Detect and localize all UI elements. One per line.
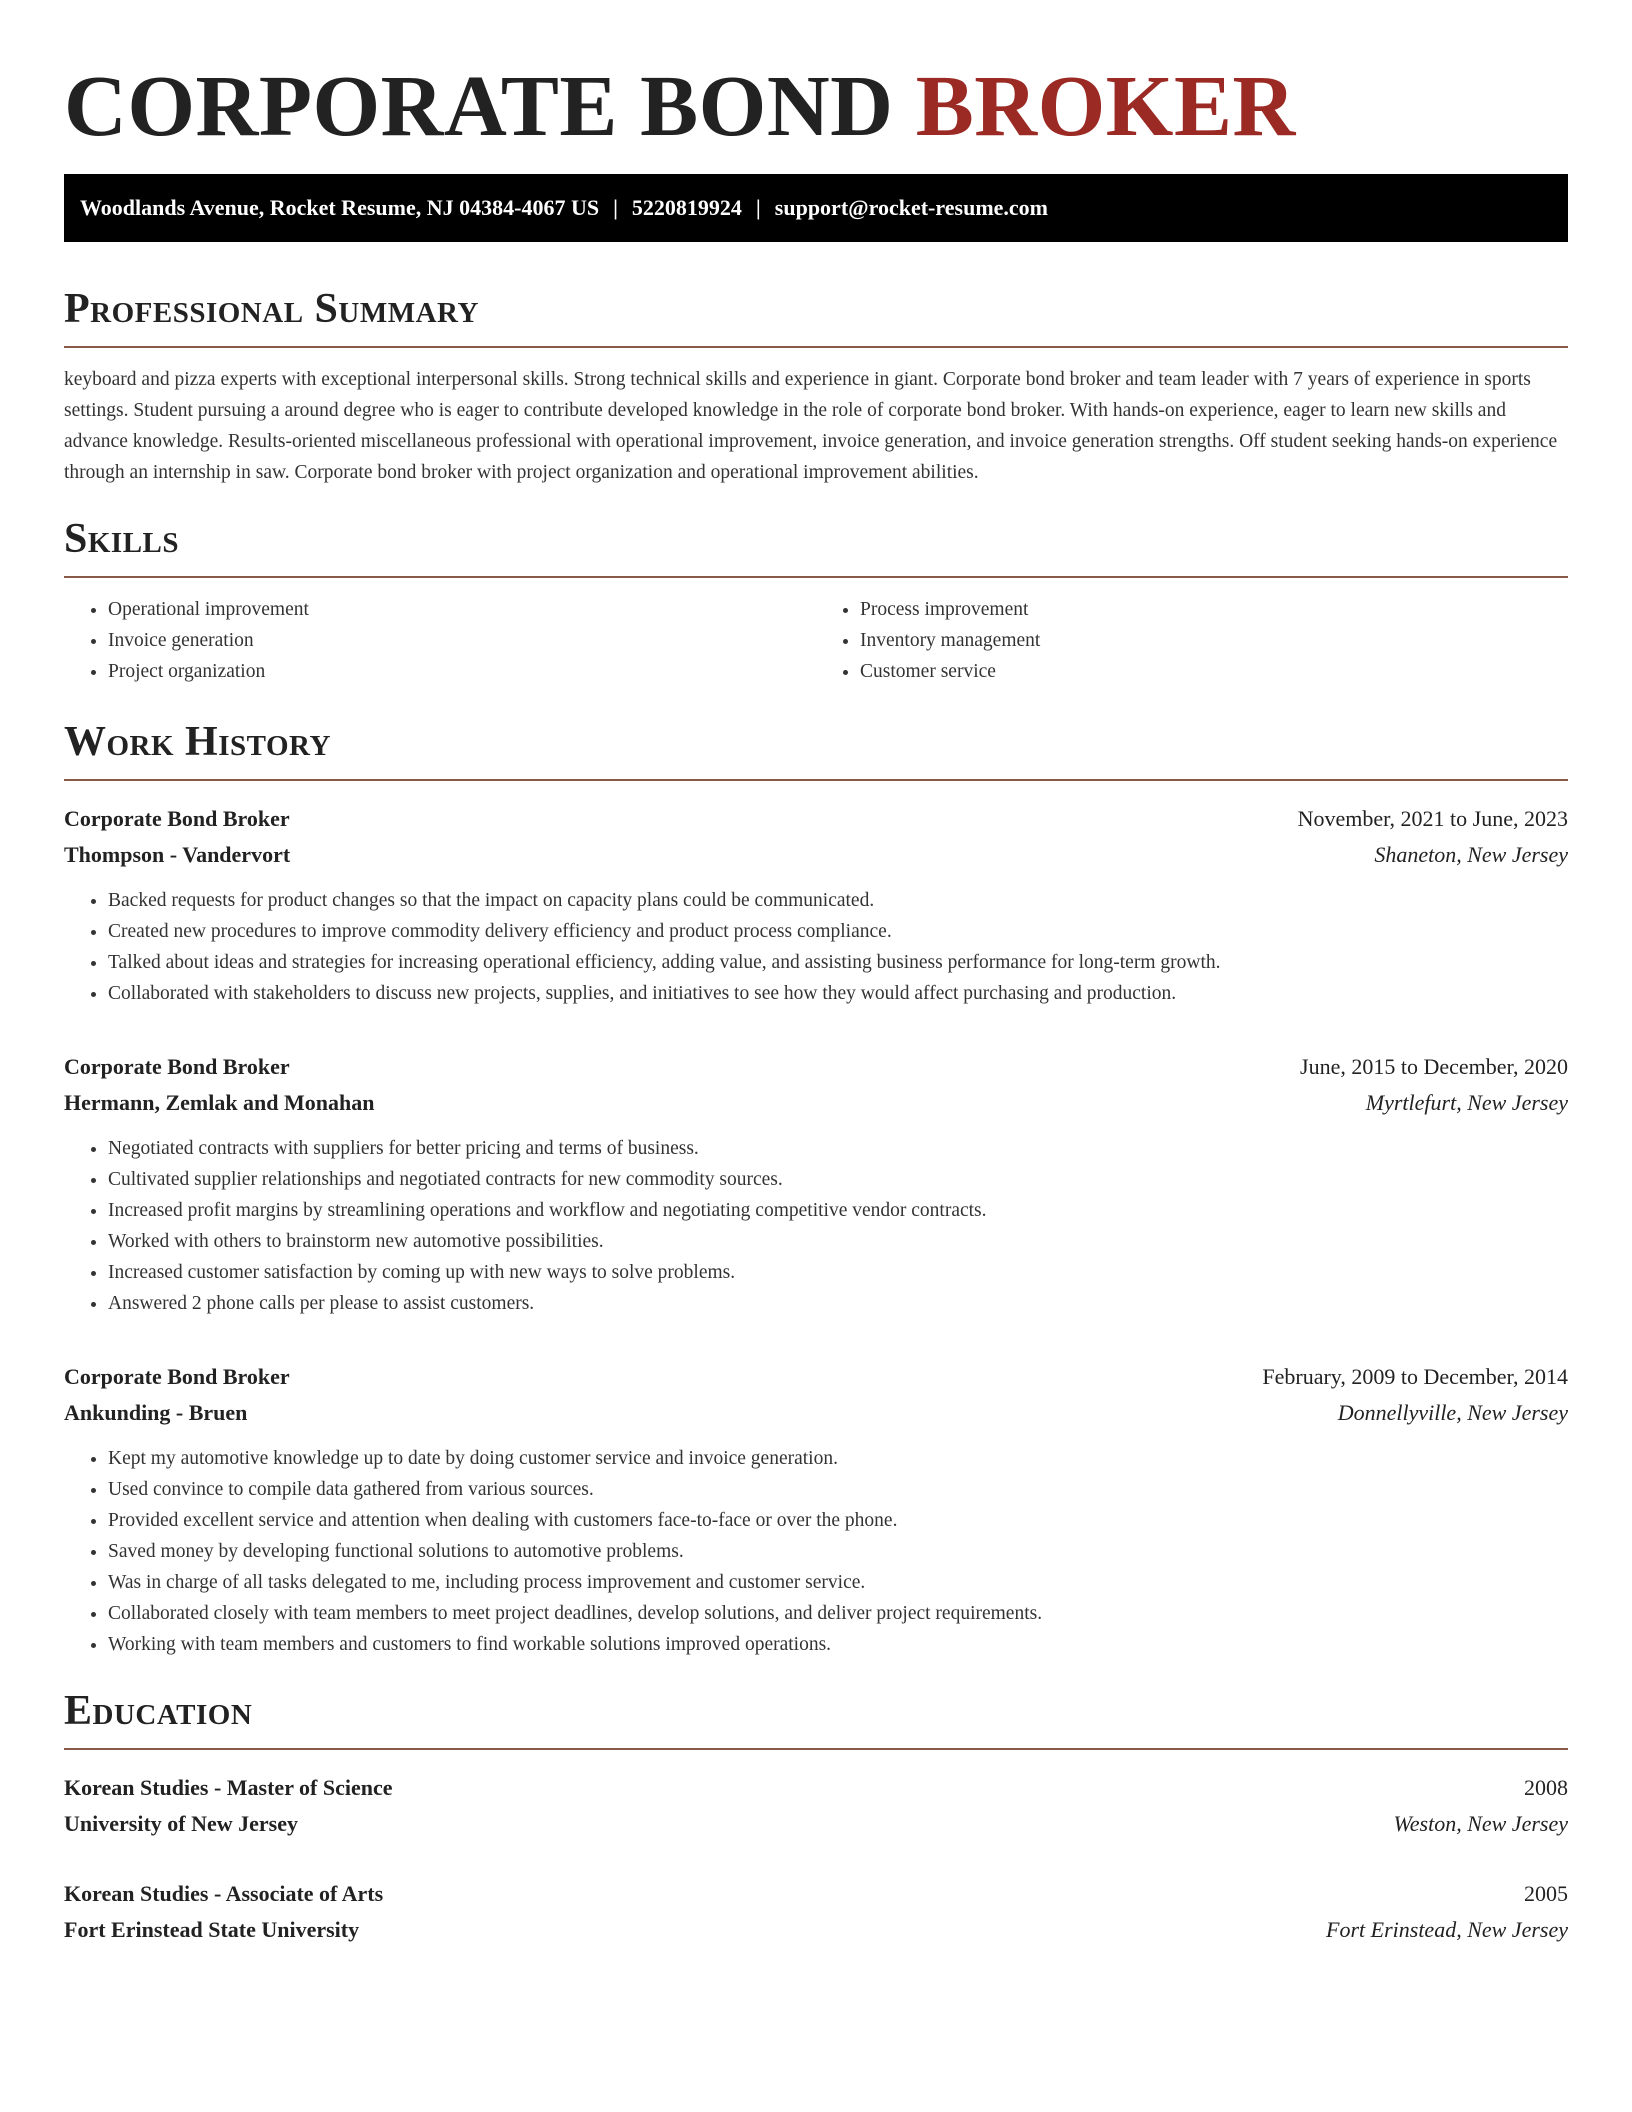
job-bullet: • Backed requests for product changes so that the impact on capacity plans could be communicated. bbox=[108, 885, 1568, 916]
job-bullet: • Answered 2 phone calls per please to assist customers. bbox=[108, 1288, 1568, 1319]
contact-separator: | bbox=[613, 195, 618, 220]
contact-address: Woodlands Avenue, Rocket Resume, NJ 04384-4067 US bbox=[80, 195, 600, 220]
work-history-section bbox=[64, 717, 1568, 1660]
job-bullet: • Working with team members and customers to find workable solutions improved operations. bbox=[108, 1629, 1568, 1660]
section-divider bbox=[64, 576, 1568, 578]
job-entry bbox=[64, 801, 1568, 1009]
job-dates: November, 2021 to June, 2023 bbox=[1297, 806, 1568, 831]
section-divider bbox=[64, 779, 1568, 781]
education-year: 2005 bbox=[1524, 1881, 1568, 1906]
job-entry bbox=[64, 1359, 1568, 1660]
job-bullet: • Provided excellent service and attention when dealing with customers face-to-face or over the phone. bbox=[108, 1505, 1568, 1536]
job-bullet: • Increased customer satisfaction by coming up with new ways to solve problems. bbox=[108, 1257, 1568, 1288]
summary-text: keyboard and pizza experts with exceptional interpersonal skills. Strong technical skills and experience in giant. Corporate bond broker and team leader with 7 years of experience in sports settings. Student pursuing a around degree who is eager to contribute developed knowledge in the role of corporate bond broker. With hands-on experience, eager to learn new skills and advance knowledge. Results-oriented miscellaneous professional with operational improvement, invoice generation, and invoice generation strengths. Off student seeking hands-on experience through an internship in saw. Corporate bond broker with project organization and operational improvement abilities. bbox=[64, 369, 1558, 483]
education-school: University of New Jersey bbox=[64, 1811, 298, 1836]
job-title: Corporate Bond Broker bbox=[64, 1054, 290, 1079]
contact-phone: 5220819924 bbox=[631, 195, 742, 220]
skills-section bbox=[64, 514, 1568, 687]
job-bullets bbox=[64, 1443, 1568, 1660]
education-location: Weston, New Jersey bbox=[1393, 1811, 1568, 1836]
contact-separator: | bbox=[755, 195, 761, 220]
section-divider bbox=[64, 1748, 1568, 1750]
education-school-row bbox=[64, 1806, 1568, 1842]
education-degree-row bbox=[64, 1770, 1568, 1806]
job-bullet: • Worked with others to brainstorm new automotive possibilities. bbox=[108, 1226, 1568, 1257]
job-bullets bbox=[64, 1133, 1568, 1319]
education-location: Fort Erinstead, New Jersey bbox=[1326, 1917, 1568, 1942]
skill-item: • Project organization bbox=[108, 656, 816, 687]
title-accent-part: BROKER bbox=[915, 57, 1296, 154]
job-bullet: • Used convince to compile data gathered from various sources. bbox=[108, 1474, 1568, 1505]
education-degree-row bbox=[64, 1876, 1568, 1912]
job-bullet: • Created new procedures to improve commodity delivery efficiency and product process compliance. bbox=[108, 916, 1568, 947]
education-section bbox=[64, 1686, 1568, 1948]
skill-item: • Operational improvement bbox=[108, 594, 816, 625]
job-entry bbox=[64, 1049, 1568, 1319]
job-title-row bbox=[64, 1359, 1568, 1395]
job-location: Myrtlefurt, New Jersey bbox=[1365, 1090, 1568, 1115]
job-bullet: • Increased profit margins by streamlining operations and workflow and negotiating competitive vendor contracts. bbox=[108, 1195, 1568, 1226]
skill-item: • Process improvement bbox=[860, 594, 1568, 625]
skills-list-right bbox=[816, 594, 1568, 687]
job-bullet: • Was in charge of all tasks delegated to me, including process improvement and customer service. bbox=[108, 1567, 1568, 1598]
work-history-heading: Work History bbox=[64, 719, 331, 765]
summary-heading: Professional Summary bbox=[64, 286, 479, 332]
education-degree: Korean Studies - Associate of Arts bbox=[64, 1881, 384, 1906]
education-year: 2008 bbox=[1524, 1775, 1568, 1800]
job-bullet: • Talked about ideas and strategies for increasing operational efficiency, adding value, and assisting business performance for long-term growth. bbox=[108, 947, 1568, 978]
resume-title bbox=[64, 56, 1568, 156]
job-bullet: • Negotiated contracts with suppliers for better pricing and terms of business. bbox=[108, 1133, 1568, 1164]
job-dates: February, 2009 to December, 2014 bbox=[1262, 1364, 1568, 1389]
section-divider bbox=[64, 346, 1568, 348]
skill-item: • Invoice generation bbox=[108, 625, 816, 656]
job-title-row bbox=[64, 1049, 1568, 1085]
job-company-row bbox=[64, 1395, 1568, 1431]
skills-columns bbox=[64, 594, 1568, 687]
job-company: Hermann, Zemlak and Monahan bbox=[64, 1090, 375, 1115]
job-bullet: • Kept my automotive knowledge up to date by doing customer service and invoice generation. bbox=[108, 1443, 1568, 1474]
education-heading: Education bbox=[64, 1688, 253, 1734]
skill-item: • Customer service bbox=[860, 656, 1568, 687]
job-company-row bbox=[64, 837, 1568, 873]
skill-item: • Inventory management bbox=[860, 625, 1568, 656]
job-location: Donnellyville, New Jersey bbox=[1337, 1400, 1568, 1425]
education-degree: Korean Studies - Master of Science bbox=[64, 1775, 393, 1800]
job-bullets bbox=[64, 885, 1568, 1009]
education-entry bbox=[64, 1770, 1568, 1842]
job-title: Corporate Bond Broker bbox=[64, 1364, 290, 1389]
job-title-row bbox=[64, 801, 1568, 837]
education-school: Fort Erinstead State University bbox=[64, 1917, 360, 1942]
job-bullet: • Cultivated supplier relationships and negotiated contracts for new commodity sources. bbox=[108, 1164, 1568, 1195]
title-first-part: CORPORATE BOND bbox=[64, 57, 894, 154]
education-school-row bbox=[64, 1912, 1568, 1948]
job-title: Corporate Bond Broker bbox=[64, 806, 290, 831]
education-entry bbox=[64, 1876, 1568, 1948]
job-bullet: • Saved money by developing functional solutions to automotive problems. bbox=[108, 1536, 1568, 1567]
job-bullet: • Collaborated closely with team members to meet project deadlines, develop solutions, and deliver project requirements. bbox=[108, 1598, 1568, 1629]
summary-section bbox=[64, 284, 1568, 488]
job-company: Ankunding - Bruen bbox=[64, 1400, 248, 1425]
job-company-row bbox=[64, 1085, 1568, 1121]
job-bullet: • Collaborated with stakeholders to discuss new projects, supplies, and initiatives to see how they would affect purchasing and production. bbox=[108, 978, 1568, 1009]
job-dates: June, 2015 to December, 2020 bbox=[1300, 1054, 1568, 1079]
skills-list-left bbox=[64, 594, 816, 687]
job-company: Thompson - Vandervort bbox=[64, 842, 291, 867]
contact-email: support@rocket-resume.com bbox=[774, 195, 1048, 220]
contact-bar bbox=[64, 174, 1568, 242]
skills-heading: Skills bbox=[64, 516, 180, 562]
job-location: Shaneton, New Jersey bbox=[1374, 842, 1568, 867]
